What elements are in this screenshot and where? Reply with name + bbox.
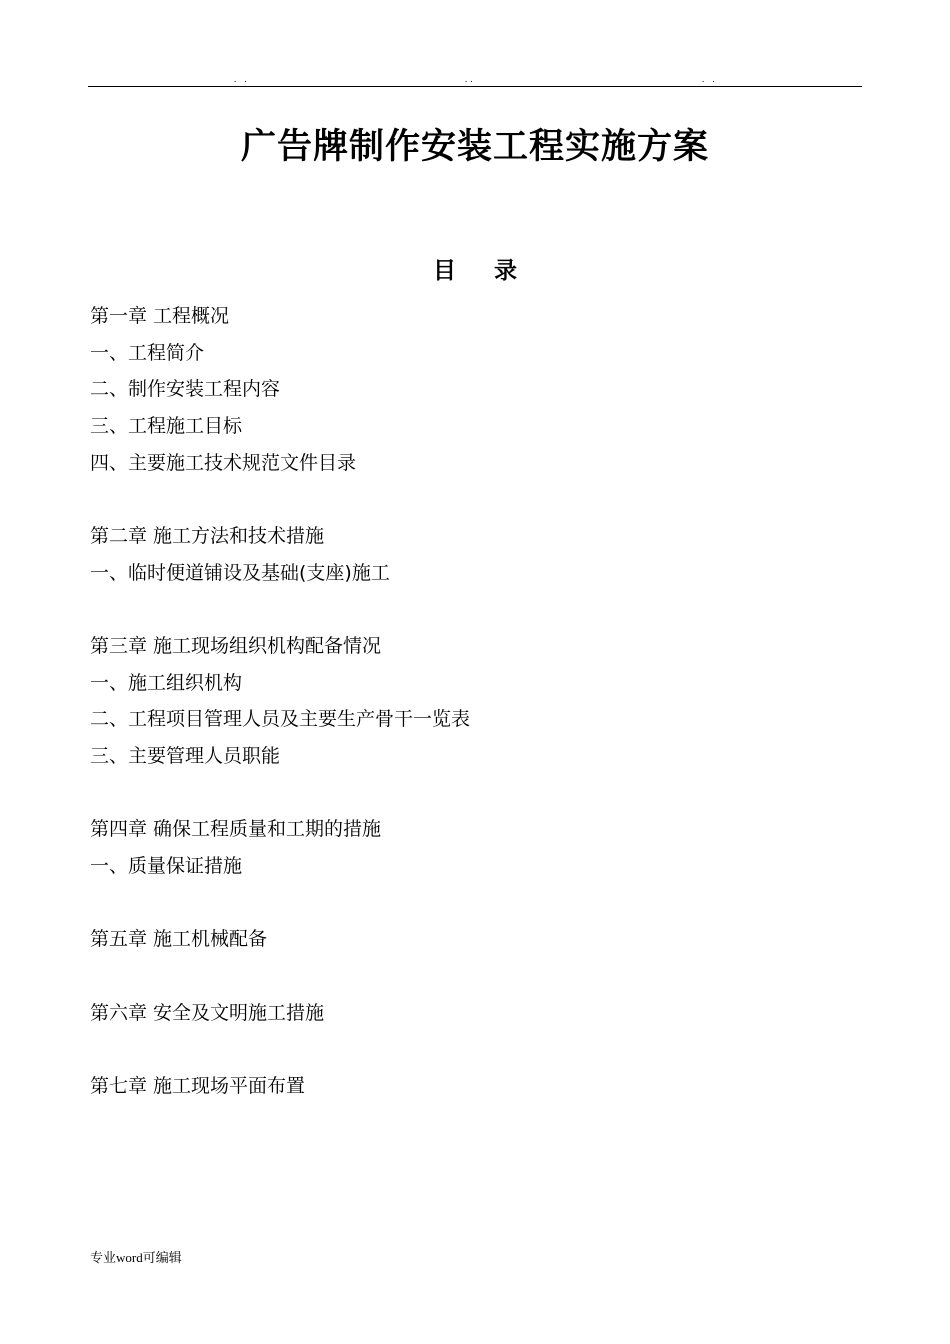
toc-item: 三、主要管理人员职能	[90, 745, 281, 767]
toc-chapter-3: 第三章 施工现场组织机构配备情况	[90, 635, 382, 657]
footer-note: 专业word可编辑	[90, 1250, 182, 1265]
toc-item: 一、施工组织机构	[90, 672, 243, 694]
toc-chapter-6: 第六章 安全及文明施工措施	[90, 1002, 325, 1024]
toc-item: 二、工程项目管理人员及主要生产骨干一览表	[90, 708, 471, 730]
toc-item: 四、主要施工技术规范文件目录	[90, 452, 357, 474]
toc-heading-char-2: 录	[494, 258, 517, 284]
header-mark-right: . .	[702, 74, 718, 84]
toc-item: 三、工程施工目标	[90, 415, 243, 437]
toc-chapter-7: 第七章 施工现场平面布置	[90, 1075, 306, 1097]
toc-item: 一、临时便道铺设及基础(支座)施工	[90, 562, 390, 584]
header-mark-left: . .	[234, 74, 250, 84]
header-rule	[88, 86, 862, 87]
header-mark-center: ..	[465, 74, 476, 84]
toc-heading-char-1: 目	[433, 258, 456, 284]
toc-item: 二、制作安装工程内容	[90, 378, 281, 400]
toc-chapter-4: 第四章 确保工程质量和工期的措施	[90, 818, 382, 840]
toc-chapter-5: 第五章 施工机械配备	[90, 928, 268, 950]
toc-item: 一、质量保证措施	[90, 855, 243, 877]
toc-item: 一、工程简介	[90, 342, 205, 364]
toc-heading	[0, 255, 950, 287]
toc-chapter-1: 第一章 工程概况	[90, 305, 230, 327]
document-title: 广告牌制作安装工程实施方案	[240, 127, 709, 167]
toc-chapter-2: 第二章 施工方法和技术措施	[90, 525, 325, 547]
